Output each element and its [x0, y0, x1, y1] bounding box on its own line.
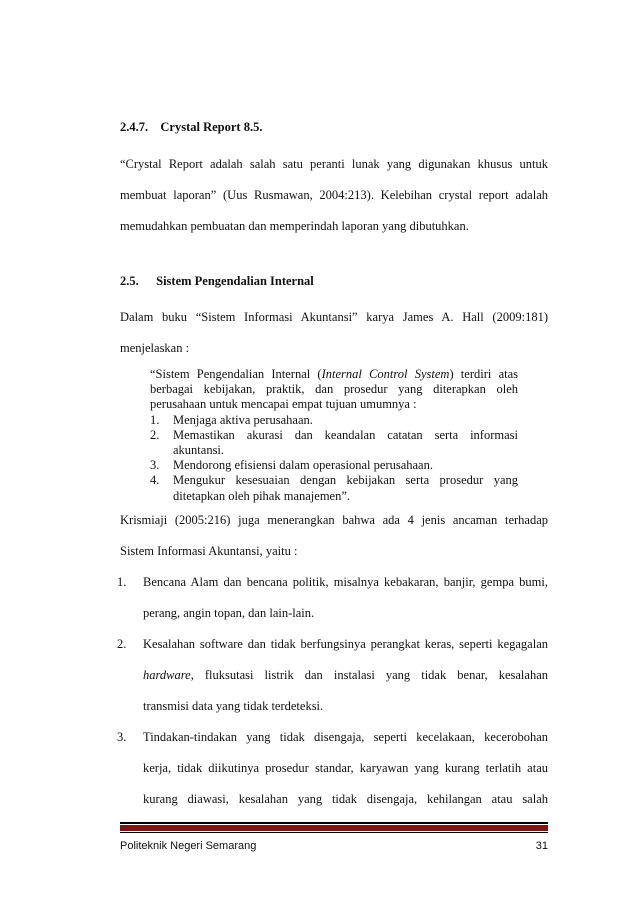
quote-line: “Sistem Pengendalian Internal (Internal Control System) terdiri atas — [150, 367, 518, 381]
list-number: 2. — [117, 636, 127, 651]
quote-line: perusahaan untuk mencapai empat tujuan umumnya : — [150, 397, 417, 412]
list-number: 1. — [150, 412, 160, 427]
page-number: 31 — [535, 840, 548, 852]
quote-list — [150, 413, 518, 504]
text-line: memudahkan pembuatan dan memperindah laporan yang dibutuhkan. — [120, 219, 469, 233]
text-line: menjelaskan : — [120, 341, 190, 355]
quote-list-item: 4. Mengukur kesesuaian dengan kebijakan serta prosedur yang ditetapkan oleh pihak manajemen”. — [150, 473, 518, 503]
text-line: Sistem Informasi Akuntansi, yaitu : — [120, 543, 298, 558]
section-number: 2.5. — [120, 274, 139, 288]
section-title: Crystal Report 8.5. — [160, 120, 263, 134]
italic-term: hardware — [143, 667, 191, 682]
paragraph-krismiaji — [120, 505, 548, 567]
section-heading-2-4-7 — [120, 116, 548, 138]
section-number: 2.4.7. — [120, 120, 149, 134]
text-line: Krismiaji (2005:216) juga menerangkan bahwa ada 4 jenis ancaman terhadap — [120, 512, 548, 527]
footer-rule — [120, 832, 548, 833]
list-number: 3. — [117, 729, 127, 744]
text-line: membuat laporan” (Uus Rusmawan, 2004:213). Kelebihan crystal report adalah — [120, 188, 548, 202]
quote-list-item: 1. Menjaga aktiva perusahaan. — [150, 412, 313, 427]
list-number: 3. — [150, 458, 160, 473]
text-line: Dalam buku “Sistem Informasi Akuntansi” karya James A. Hall (2009:181) — [120, 310, 548, 324]
paragraph-crystal-report — [120, 149, 548, 242]
quote-list-item: 3. Mendorong efisiensi dalam operasional perusahaan. — [150, 458, 433, 473]
quote-line: berbagai kebijakan, praktik, dan prosedur yang diterapkan oleh — [150, 382, 518, 397]
block-quote — [150, 367, 518, 504]
quote-list-item: 2. Memastikan akurasi dan keandalan catatan serta informasi akuntansi. — [150, 427, 518, 458]
footer-institution: Politeknik Negeri Semarang — [120, 840, 257, 852]
threat-item: 2. Kesalahan software dan tidak berfungsinya perangkat keras, seperti kegagalan hardware, fluksutasi listrik dan instalasi yang tidak benar, kesalahan transmisi data yang tidak terdeteksi. — [120, 629, 548, 722]
threats-list — [117, 567, 548, 815]
list-number: 1. — [117, 574, 127, 589]
list-number: 2. — [150, 427, 160, 442]
threat-item: 1. Bencana Alam dan bencana politik, misalnya kebakaran, banjir, gempa bumi, perang, angin topan, dan lain-lain. — [120, 567, 548, 629]
footer-rule — [120, 822, 548, 824]
footer-color-band — [120, 825, 548, 831]
italic-term: Internal Control System — [321, 367, 450, 381]
page-content — [117, 116, 548, 815]
section-heading-2-5 — [120, 270, 548, 292]
paragraph-hall-intro — [120, 302, 548, 364]
list-number: 4. — [150, 473, 160, 488]
text-line: “Crystal Report adalah salah satu peranti lunak yang digunakan khusus untuk — [120, 157, 548, 171]
page-footer — [120, 840, 548, 852]
section-title: Sistem Pengendalian Internal — [156, 274, 314, 288]
threat-item: 3. Tindakan-tindakan yang tidak disengaja, seperti kecelakaan, kecerobohan kerja, tidak diikutinya prosedur standar, karyawan yang kurang terlatih atau kurang diawasi, kesalahan yang tidak disengaja, kehilangan atau salah — [120, 722, 548, 815]
